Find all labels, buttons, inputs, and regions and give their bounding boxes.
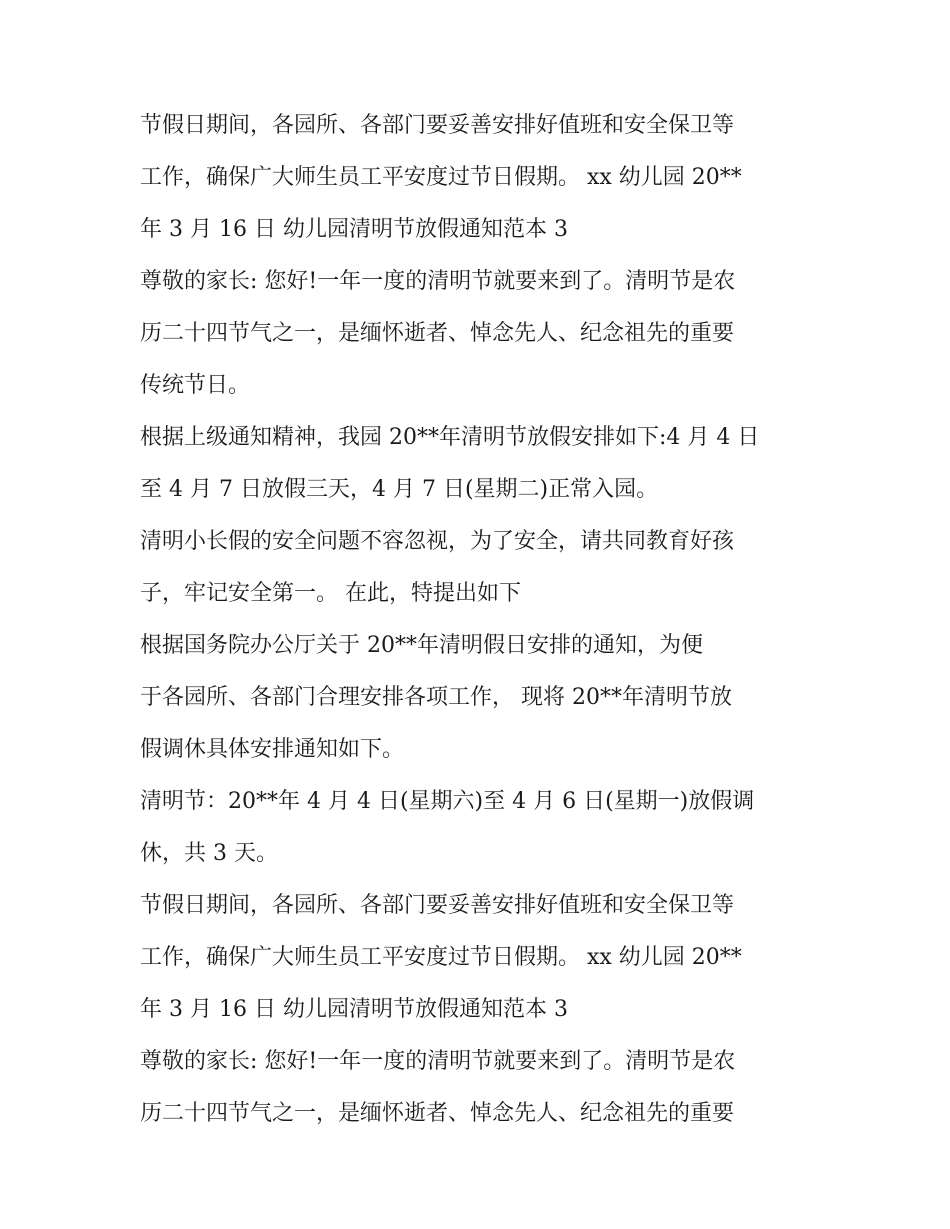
text-line: 清明小长假的安全问题不容忽视，为了安全，请共同教育好孩: [140, 529, 735, 554]
text-line: 休，共 3 天。: [140, 841, 278, 866]
text-line: 年 3 月 16 日 幼儿园清明节放假通知范本 3: [140, 997, 568, 1022]
text-line: 工作，确保广大师生员工平安度过节日假期。 xx 幼儿园 20**: [140, 945, 742, 970]
text-line: 尊敬的家长: 您好!一年一度的清明节就要来到了。清明节是农: [140, 1049, 736, 1074]
document-body: [140, 100, 820, 1140]
text-line: 清明节：20**年 4 月 4 日(星期六)至 4 月 6 日(星期一)放假调: [140, 789, 755, 814]
text-line: 工作，确保广大师生员工平安度过节日假期。 xx 幼儿园 20**: [140, 165, 742, 190]
text-line: 传统节日。: [140, 373, 251, 398]
text-line: 年 3 月 16 日 幼儿园清明节放假通知范本 3: [140, 217, 568, 242]
text-line: 根据上级通知精神，我园 20**年清明节放假安排如下:4 月 4 日: [140, 425, 760, 450]
text-line: 子，牢记安全第一。 在此，特提出如下: [140, 581, 521, 606]
text-line: 历二十四节气之一，是缅怀逝者、悼念先人、纪念祖先的重要: [140, 1101, 735, 1126]
text-line: 尊敬的家长: 您好!一年一度的清明节就要来到了。清明节是农: [140, 269, 736, 294]
text-line: 于各园所、各部门合理安排各项工作， 现将 20**年清明节放: [140, 685, 732, 710]
text-line: 节假日期间，各园所、各部门要妥善安排好值班和安全保卫等: [140, 893, 735, 918]
text-line: 至 4 月 7 日放假三天，4 月 7 日(星期二)正常入园。: [140, 477, 659, 502]
text-line: 假调休具体安排通知如下。: [140, 737, 405, 762]
text-line: 历二十四节气之一，是缅怀逝者、悼念先人、纪念祖先的重要: [140, 321, 735, 346]
text-line: 根据国务院办公厅关于 20**年清明假日安排的通知，为便: [140, 633, 703, 658]
text-line: 节假日期间，各园所、各部门要妥善安排好值班和安全保卫等: [140, 113, 735, 138]
